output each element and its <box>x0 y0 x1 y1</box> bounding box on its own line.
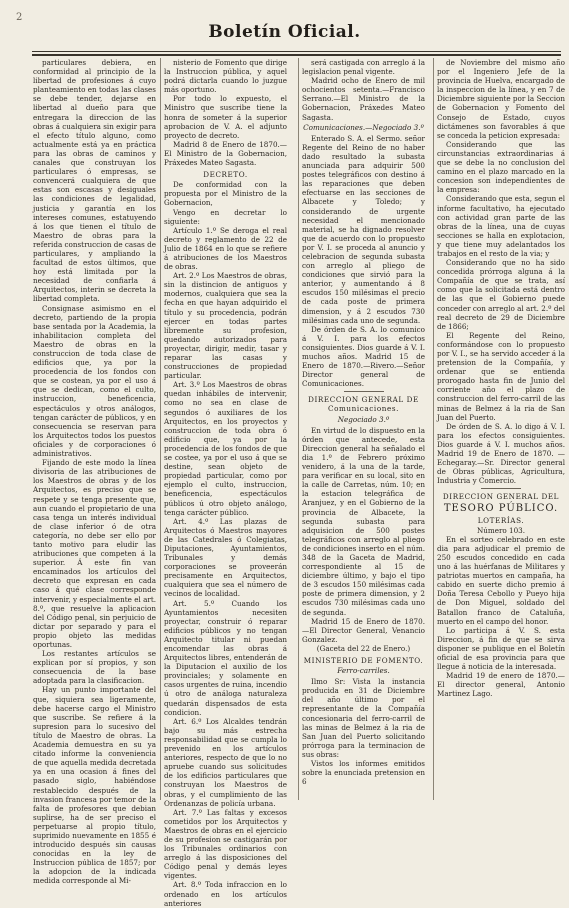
section-heading: TESORO PÚBLICO. <box>443 502 559 514</box>
article-paragraph: Lo participa á V. S. esta Direccion, á fin de que se sirva disponer se publique en el Boletín oficial de esa provincia para que llegue á noticia de la interesada. <box>437 625 565 672</box>
article-paragraph: Hay un punto importante del que, siquiera sea ligeramente, debe hacerse cargo el Ministro que suscribe. Se refiere á la supresion para lo sucesivo del título de Maestro de obras. La Academia demuestra en su ya citado informe la conveniencia de que aquella medida decretada ya en una ocasion á fines del pasado siglo, habiéndose restablecido después de la invasion francesa por temor de la falta de profesores que debian suplirse, ha de ser preciso el perpetuarse al propio título, suprimido nuevamente en 1855 é introducido después sin causas conocidas en la ley de Instruccion pública de 1857; por la adopcion de la indicada medida corresponde al Mi- <box>33 685 156 886</box>
article-paragraph: Madrid 15 de Enero de 1870.—El Director General, Venancio Gonzalez. <box>302 616 425 644</box>
section-subheading: Ferro-carriles. <box>337 666 390 676</box>
section-divider <box>481 488 521 489</box>
article-paragraph: De órden de S. A. lo comunico á V. I. para los efectos consiguientes. Dios guarde á V. I. muchos años. Madrid 15 de Enero de 1870.—Rivero.—Señor Director general de Comunicaciones. <box>302 324 425 389</box>
page-number: 2 <box>16 12 23 23</box>
text-column-1 <box>33 58 156 886</box>
article-paragraph: Los restantes artículos se explican por sí propios, y son consecuencia de la base adoptada para la clasificacion. <box>33 649 156 686</box>
article-paragraph: Número 103. <box>476 525 526 535</box>
article-paragraph: Art. 5.º Cuando los Ayuntamientos necesiten proyectar, construir ó reparar edificios públicos y no tengan Arquitecto titular ni puedan encomendar las obras á Arquitectos libres, entenderán de la Diputacion el auxilio de los provinciales; y solamente en casos urgentes de ruina, incendio ú otro de análoga naturaleza quedarán dispensados de esta condicion. <box>164 598 288 717</box>
article-paragraph: de Noviembre del mismo año por el Ingeniero Jefe de la provincia de Huelva, encargado de la inspeccion de la línea, y en 7 de Diciembre siguiente por la Seccion de Gobernacion y Fomento del Consejo de Estado, cuyos dictámenes son favorables á que se conceda la peticion expresada: <box>437 58 565 140</box>
article-paragraph: Enterado S. A. el Sermo. señor Regente del Reino de no haber dado resultado la subasta anunciada para adquirir 500 postes telegráficos con destino á las reparaciones que deben efectuarse en las secciones de Albacete y Toledo; y considerando de urgente necesidad el mencionado material, se ha dignado resolver que de acuerdo con lo propuesto por V. I. se proceda al anuncio y celebracion de segunda subasta con arreglo al pliego de condiciones que sirvió para la anterior, y aumentando á 8 escudos 150 milésimas el precio de cada poste de primera dimension, y á 2 escudos 730 milésimas cada uno de segunda. <box>302 133 425 325</box>
text-column-4 <box>437 58 565 800</box>
article-paragraph: Considerando que esta, segun el informe facultativo, ha ejecutado con actividad gran parte de las obras de la línea, una de cuyas secciones se halla en explotacion, y que tiene muy adelantados los trabajos en el resto de la via; y <box>437 194 565 258</box>
article-paragraph: Vengo en decretar lo siguiente: <box>164 207 287 226</box>
section-heading: DIRECCION GENERAL DEL <box>442 492 560 502</box>
section-heading: MINISTERIO DE FOMENTO. <box>303 656 424 665</box>
article-paragraph: Madrid 8 de Enero de 1870.— El Ministro de la Gobernacion, Práxedes Mateo Sagasta. <box>164 139 287 168</box>
text-column-2 <box>164 58 288 908</box>
article-paragraph: Art. 6.º Los Alcaldes tendrán bajo su más estrecha responsabilidad que se cumpla lo prevenido en los artículos anteriores, respecto de que lo no apruebe cuando sus solicitudes de los edificios particulares que construyan los Maestros de obras, y el cumplimiento de las Ordenanzas de policía urbana. <box>164 716 287 808</box>
article-paragraph: Ilmo Sr: Vista la instancia producida en 31 de Diciembre del año último por el representante de la Compañía concesionaria del ferro-carril de las minas de Belmez á la ria de San Juan del Puerto solicitando prórroga para la terminacion de sus obras: <box>302 677 425 759</box>
section-heading: DECRETO. <box>203 170 248 180</box>
section-subheading: Comunicaciones.—Negociado 3.º <box>303 122 424 132</box>
columns-container <box>33 58 567 908</box>
article-paragraph: Vistos los informes emitidos sobre la enunciada pretension en 6 <box>302 759 425 787</box>
article-paragraph: Art. 4.º Las plazas de Arquitectos ó Maestros mayores de las Catedrales ó Colegiatas, Diputaciones, Ayuntamientos, Tribunales y demás corporaciones se proveerán precisamente en Arquitectos, cualquiera que sea el número de vecinos de localidad. <box>164 516 287 599</box>
article-paragraph: En virtud de lo dispuesto en la órden que antecede, esta Direccion general ha señalado el dia 1.º de Febrero próximo venidero, á la una de la tarde, para verificar en su local, sito en la calle de Carretas, núm. 10; en la estacion telegráfica de Aranjuez, y en el Gobierno de la provincia de Albacete, la segunda subasta para adquisicion de 500 postes telegráficos con arreglo al pliego de condiciones inserto en el núm. 348 de la Gaceta de Madrid, correspondiente al 15 de diciembre último, y bajo el tipo de 3 escudos 150 milésimas cada poste de primera dimension, y 2 escudos 730 milésimas cada uno de segunda. <box>302 425 425 617</box>
article-paragraph: El Regente del Reino, conformándose con lo propuesto por V. I., se ha servido acceder á la pretension de la Compañía, y ordenar que se entienda prorogado hasta fin de Junio del corriente año el plazo de construccion del ferro-carril de las minas de Belmez á la ria de San Juan del Puerto. <box>437 330 565 422</box>
section-divider <box>344 391 384 392</box>
article-paragraph: Fijando de este modo la línea divisoria de las atribuciones de los Maestros de obras y de los Arquitectos, es preciso que se respete y se tenga presente que, aun cuando el propietario de una casa tenga un interés individual de clase inferior ó de otra categoría, no debe ser ello por tanto motivo para eludir las atribuciones que competen á la superior. Á este fin van encaminados los artículos del decreto que expresan en cada caso á qué clase corresponde intervenir, y especialmente el art. 8.º, que resuelve la aplicacion del Código penal, sin perjuicio de dictar por separado y para el propio objeto las medidas oportunas. <box>33 458 156 649</box>
article-paragraph: Madrid ocho de Enero de mil ochocientos setenta.—Francisco Serrano.—El Ministro de la Gobernacion, Práxedes Mateo Sagasta. <box>302 76 425 122</box>
article-paragraph: Consignase asimismo en el decreto, partiendo de la propia base sentada por la Academia, la inhabilitacion completa del Maestro de obras en la construccion de toda clase de edificios que, ya por la procedencia de los fondos con que se costean, ya por el uso á que se dedican, como el culto, instruccion, beneficencia, espectáculos y otros análogos, tengan carácter de públicos, y en consecuencia se reservan para los Arquitectos todos los puestos oficiales y de corporaciones ó administrativos. <box>33 303 156 459</box>
section-subheading: Negociado 3.º <box>337 414 390 424</box>
article-paragraph: Madrid 19 de enero de 1870.— El director general, Antonio Martinez Lago. <box>437 671 565 699</box>
header-rule-double <box>32 54 561 56</box>
article-paragraph: Art. 2.º Los Maestros de obras, sin la distincion de antiguos y modernos, cualquiera que sea la fecha en que hayan adquirido el título y su procedencia, podrán ejercer en todas partes libremente su profesion, quedando autorizados para proyectar, dirigir, medir, tasar y reparar las casas y construcciones de propiedad particular. <box>164 271 287 381</box>
article-paragraph: En el sorteo celebrado en este dia para adjudicar el premio de 250 escudos concedido en cada uno á las huérfanas de Militares y patriotas muertos en campaña, ha cabido en suerte dicho premio á Doña Teresa Cebollo y Pueyo hija de Don Miguel, soldado del Batallon franco de Cataluña, muerto en el campo del honor. <box>437 534 565 626</box>
page-title: Boletín Oficial. <box>208 22 361 42</box>
article-paragraph: será castigada con arreglo á la legislacion penal vigente. <box>302 58 425 77</box>
article-paragraph: (Gaceta del 22 de Enero.) <box>316 643 411 653</box>
article-paragraph: Por todo lo expuesto, el Ministro que suscribe tiene la honra de someter á la superior aprobacion de V. A. el adjunto proyecto de decreto. <box>164 94 287 140</box>
article-paragraph: Artículo 1.º Se deroga el real decreto y reglamento de 22 de Julio de 1864 en lo que se refiere á atribuciones de los Maestros de obras. <box>164 225 287 272</box>
text-column-3 <box>302 58 425 800</box>
article-paragraph: Considerando que las circunstancias extraordinarias á que se debe la no conclusion del camino en el plazo marcado en la concesion son independientes de la empresa: <box>437 139 565 195</box>
article-paragraph: Art. 7.º Las faltas y excesos cometidos por los Arquitectos y Maestros de obras en el ejercicio de su profesion se castigarán por los Tribunales ordinarios con arreglo á las disposiciones del Código penal y demás leyes vigentes. <box>164 807 287 881</box>
article-paragraph: Art. 3.º Los Maestros de obras quedan inhábiles de intervenir, como no sea en clase de segundos ó auxiliares de los Arquitectos, en los proyectos y construccion de toda obra ó edificio que, ya por la procedencia de los fondos de que se costee, ya por el uso á que se destine, sean objeto de propiedad particular, como por ejemplo el culto, instruccion, beneficencia, espectáculos públicos ú otro objeto análogo, tenga carácter público. <box>164 380 287 517</box>
header-rule <box>32 51 561 52</box>
article-paragraph: De conformidad con la propuesta por el Ministro de la Gobernacion, <box>164 180 287 208</box>
article-paragraph: Art. 8.º Toda infraccion en lo ordenado en los artículos anteriores <box>164 880 287 908</box>
masthead <box>0 0 569 58</box>
article-paragraph: De órden de S. A. lo digo á V. I. para los efectos consiguientes. Dios guarde á V. I. muchos años. Madrid 19 de Enero de 1870. —Echegaray.—Sr. Director general de Obras públicas, Agricultura, Industria y Comercio. <box>437 421 565 486</box>
article-paragraph: nisterio de Fomento que dirige la Instruccion pública, y aquel podrá dictarla cuando lo juzgue más oportuno. <box>164 58 287 95</box>
section-heading: LOTERÍAS. <box>477 515 525 525</box>
article-paragraph: particulares debiera, en conformidad al principio de la libertad de profesiones á cuyo planteamiento en todas las clases se debe tender, dejarse en libertad al dueño para que entregara la direccion de las obras á cualquiera sin exigir para el efecto título alguno, como actualmente está ya en práctica para las obras de caminos y canales que construyan los particulares ó empresas, se convencerá cualquiera de que estas son escasas y desiguales las condiciones de legalidad, justicia y garantía en los intereses comunes, estatuyendo á los que tienen el título de Maestro de obras para la referida construccion de casas de particulares, y ampliando la facultad de estos últimos, que hoy está limitada por la necesidad de confiarla á Arquitectos, interin se decreta la libertad completa. <box>33 58 156 304</box>
article-paragraph: Considerando que no ha sido concedida prórroga alguna á la Compañía de que se trata, así como que la solicitada está dentro de las que el Gobierno puede conceder con arreglo al art. 2.º del real decreto de 29 de Diciembre de 1866; <box>437 258 565 331</box>
section-heading: DIRECCION GENERAL DE Comunicaciones. <box>308 395 419 414</box>
